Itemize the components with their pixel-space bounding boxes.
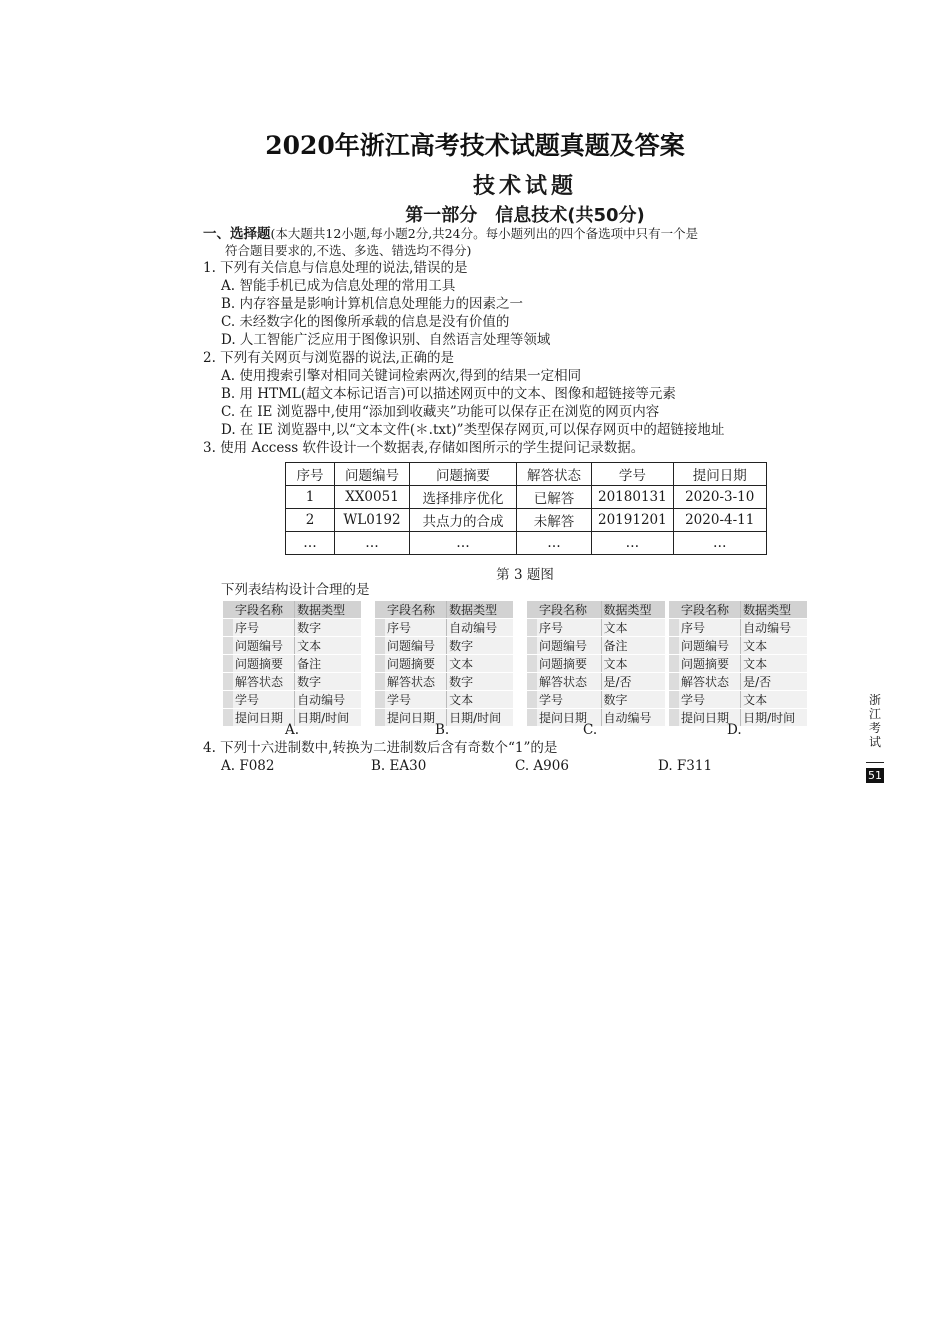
- struct-field: 问题编号: [233, 637, 295, 655]
- table-cell: XX0051: [335, 486, 410, 509]
- struct-type: 备注: [295, 655, 361, 673]
- struct-header-field: 字段名称: [233, 601, 295, 619]
- struct-field: 解答状态: [537, 673, 601, 691]
- q2-option-c: C. 在 IE 浏览器中,使用“添加到收藏夹”功能可以保存正在浏览的网页内容: [221, 404, 660, 420]
- table-cell: …: [592, 532, 674, 555]
- table-cell: 选择排序优化: [410, 486, 517, 509]
- side-tab-rule: [866, 762, 884, 763]
- struct-type: 数字: [447, 637, 513, 655]
- table-row: [286, 532, 767, 555]
- struct-field: 学号: [233, 691, 295, 709]
- struct-type: 是/否: [741, 673, 807, 691]
- table-cell: …: [517, 532, 592, 555]
- table-cell: 2020-4-11: [673, 509, 766, 532]
- struct-field: 问题摘要: [679, 655, 741, 673]
- struct-type: 文本: [741, 691, 807, 709]
- q2-option-b: B. 用 HTML(超文本标记语言)可以描述网页中的文本、图像和超链接等元素: [221, 386, 676, 402]
- struct-type: 数字: [447, 673, 513, 691]
- struct-field: 问题编号: [385, 637, 447, 655]
- q1-option-c: C. 未经数字化的图像所承载的信息是没有价值的: [221, 314, 510, 330]
- struct-type: 文本: [447, 655, 513, 673]
- table-cell: 共点力的合成: [410, 509, 517, 532]
- table-cell: 2020-3-10: [673, 486, 766, 509]
- q3-structure-a: [223, 601, 361, 727]
- struct-field: 学号: [537, 691, 601, 709]
- table-cell: 1: [286, 486, 335, 509]
- struct-type: 文本: [741, 655, 807, 673]
- struct-field: 序号: [385, 619, 447, 637]
- struct-field: 提问日期: [233, 709, 295, 727]
- table-row: [286, 486, 767, 509]
- struct-field: 问题编号: [679, 637, 741, 655]
- struct-type: 文本: [295, 637, 361, 655]
- q1-option-b: B. 内存容量是影响计算机信息处理能力的因素之一: [221, 296, 524, 312]
- q2-option-d: D. 在 IE 浏览器中,以“文本文件(＊.txt)”类型保存网页,可以保存网页中的超链接地址: [221, 422, 725, 438]
- q4-option-b: B. EA30: [371, 758, 427, 774]
- part-title: 第一部分 信息技术(共50分): [405, 205, 645, 226]
- section-note: (本大题共12小题,每小题2分,共24分。每小题列出的四个备选项中只有一个是: [270, 226, 699, 241]
- struct-field: 解答状态: [679, 673, 741, 691]
- struct-field: 问题摘要: [385, 655, 447, 673]
- q3-structure-d: [669, 601, 807, 727]
- struct-header-type: 数据类型: [741, 601, 807, 619]
- q3-sub-stem: 下列表结构设计合理的是: [221, 582, 370, 598]
- q1-stem: 1. 下列有关信息与信息处理的说法,错误的是: [203, 260, 468, 276]
- struct-field: 解答状态: [385, 673, 447, 691]
- struct-header-field: 字段名称: [385, 601, 447, 619]
- struct-type: 自动编号: [295, 691, 361, 709]
- struct-type: 数字: [295, 673, 361, 691]
- struct-type: 日期/时间: [741, 709, 807, 727]
- struct-header-type: 数据类型: [295, 601, 361, 619]
- table-header-cell: 问题摘要: [410, 463, 517, 486]
- q1-option-d: D. 人工智能广泛应用于图像识别、自然语言处理等领域: [221, 332, 551, 348]
- struct-field: 学号: [679, 691, 741, 709]
- struct-field: 提问日期: [679, 709, 741, 727]
- side-tab-label: 浙江考试: [868, 693, 881, 749]
- table-cell: …: [410, 532, 517, 555]
- q4-option-c: C. A906: [515, 758, 569, 774]
- section-note-2: 符合题目要求的,不选、多选、错选均不得分): [225, 243, 472, 258]
- table-cell: 20180131: [592, 486, 674, 509]
- q3-figure-caption: 第 3 题图: [496, 567, 554, 583]
- struct-field: 提问日期: [537, 709, 601, 727]
- q3-choice-label-c: C.: [583, 722, 598, 738]
- table-header-cell: 解答状态: [517, 463, 592, 486]
- struct-field: 序号: [679, 619, 741, 637]
- table-header-cell: 序号: [286, 463, 335, 486]
- table-cell: 20191201: [592, 509, 674, 532]
- table-header-row: [286, 463, 767, 486]
- q2-stem: 2. 下列有关网页与浏览器的说法,正确的是: [203, 350, 454, 366]
- struct-field: 解答状态: [233, 673, 295, 691]
- q3-structure-c: [527, 601, 665, 727]
- table-row: [286, 509, 767, 532]
- q1-option-a: A. 智能手机已成为信息处理的常用工具: [221, 278, 456, 294]
- table-header-cell: 学号: [592, 463, 674, 486]
- table-cell: …: [335, 532, 410, 555]
- struct-type: 文本: [601, 619, 665, 637]
- q3-choice-label-b: B.: [435, 722, 450, 738]
- q3-choice-label-d: D.: [727, 722, 742, 738]
- struct-field: 学号: [385, 691, 447, 709]
- struct-field: 问题摘要: [537, 655, 601, 673]
- struct-header-type: 数据类型: [601, 601, 665, 619]
- struct-type: 自动编号: [601, 709, 665, 727]
- struct-field: 提问日期: [385, 709, 447, 727]
- exam-title: 技术试题: [472, 173, 577, 199]
- struct-header-field: 字段名称: [679, 601, 741, 619]
- struct-type: 文本: [741, 637, 807, 655]
- q3-choice-label-a: A.: [285, 722, 300, 738]
- struct-type: 文本: [601, 655, 665, 673]
- struct-header-field: 字段名称: [537, 601, 601, 619]
- struct-field: 问题摘要: [233, 655, 295, 673]
- struct-type: 备注: [601, 637, 665, 655]
- struct-type: 日期/时间: [295, 709, 361, 727]
- q4-option-d: D. F311: [658, 758, 713, 774]
- struct-field: 序号: [537, 619, 601, 637]
- table-cell: …: [286, 532, 335, 555]
- section-heading-line: [203, 225, 698, 243]
- struct-type: 文本: [447, 691, 513, 709]
- table-cell: …: [673, 532, 766, 555]
- q3-structure-b: [375, 601, 513, 727]
- struct-field: 问题编号: [537, 637, 601, 655]
- struct-type: 日期/时间: [447, 709, 513, 727]
- document-title: 2020年浙江高考技术试题真题及答案: [265, 131, 685, 160]
- struct-type: 是/否: [601, 673, 665, 691]
- struct-type: 自动编号: [741, 619, 807, 637]
- table-cell: 已解答: [517, 486, 592, 509]
- q3-stem: 3. 使用 Access 软件设计一个数据表,存储如图所示的学生提问记录数据。: [203, 440, 645, 456]
- struct-header-type: 数据类型: [447, 601, 513, 619]
- q4-stem: 4. 下列十六进制数中,转换为二进制数后含有奇数个“1”的是: [203, 740, 558, 756]
- table-cell: 未解答: [517, 509, 592, 532]
- table-cell: WL0192: [335, 509, 410, 532]
- table-header-cell: 提问日期: [673, 463, 766, 486]
- section-heading: 一、选择题: [203, 226, 271, 242]
- struct-type: 自动编号: [447, 619, 513, 637]
- table-cell: 2: [286, 509, 335, 532]
- q3-record-table: [285, 462, 767, 555]
- q4-option-a: A. F082: [221, 758, 275, 774]
- struct-type: 数字: [295, 619, 361, 637]
- page-number: 51: [868, 769, 882, 782]
- struct-field: 序号: [233, 619, 295, 637]
- struct-type: 数字: [601, 691, 665, 709]
- table-header-cell: 问题编号: [335, 463, 410, 486]
- q2-option-a: A. 使用搜索引擎对相同关键词检索两次,得到的结果一定相同: [221, 368, 582, 384]
- exam-page-scan: [195, 165, 855, 785]
